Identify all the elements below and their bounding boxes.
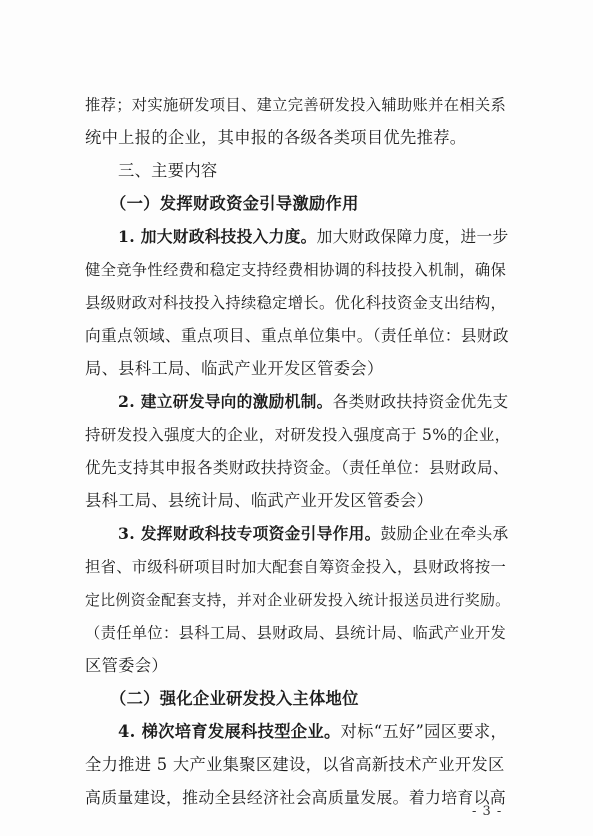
text-line: 县级财政对科技投入持续稳定增长。优化科技资金支出结构， [85, 294, 507, 312]
item-first-line [118, 227, 508, 247]
item-first-line [118, 392, 508, 412]
item-text: 对标“五好”园区要求， [340, 722, 508, 741]
page-number: - 3 - [472, 804, 503, 819]
item-text: 各类财政扶持资金优先支 [332, 392, 509, 411]
text-line: （责任单位：县科工局、县财政局、县统计局、临武产业开发 [85, 624, 507, 642]
text-line: 全力推进 5 大产业集聚区建设，以省高新技术产业开发区 [85, 755, 505, 774]
item-title: 4. 梯次培育发展科技型企业。 [118, 722, 341, 741]
item-title: 3. 发挥财政科技专项资金引导作用。 [118, 524, 381, 543]
text-line: 优先支持其申报各类财政扶持资金。（责任单位：县财政局、 [85, 458, 509, 477]
item-text: 加大财政保障力度，进一步 [316, 227, 509, 246]
text-line: 县科工局、县统计局、临武产业开发区管委会） [85, 491, 434, 510]
text-line: 统中上报的企业，其申报的各级各类项目优先推荐。 [85, 128, 467, 147]
item-first-line [118, 722, 507, 742]
section-heading: 三、主要内容 [118, 161, 218, 180]
item-title: 2. 建立研发导向的激励机制。 [118, 392, 333, 411]
item-first-line [118, 524, 508, 544]
text-line: 担省、市级科研项目时加大配套自筹资金投入，县财政将按一 [85, 558, 507, 576]
item-text: 鼓励企业在牵头承 [380, 524, 509, 543]
text-line: 定比例资金配套支持，并对企业研发投入统计报送员进行奖励。 [85, 591, 511, 609]
text-line: 高质量建设，推动全县经济社会高质量发展。着力培育以高 [85, 788, 506, 807]
subsection-heading: （二）强化企业研发投入主体地位 [110, 689, 359, 708]
text-line: 区管委会） [85, 656, 168, 675]
text-line: 健全竞争性经费和稳定支持经费相协调的科技投入机制，确保 [85, 261, 507, 279]
text-line: 向重点领域、重点项目、重点单位集中。（责任单位：县财政 [85, 326, 509, 345]
text-line: 持研发投入强度大的企业，对研发投入强度高于 5%的企业， [85, 426, 511, 444]
subsection-heading: （一）发挥财政资金引导激励作用 [110, 194, 359, 213]
text-line: 局、县科工局、临武产业开发区管委会） [85, 359, 384, 378]
text-line: 推荐；对实施研发项目、建立完善研发投入辅助账并在相关系 [85, 96, 507, 114]
item-title: 1. 加大财政科技投入力度。 [118, 227, 317, 246]
